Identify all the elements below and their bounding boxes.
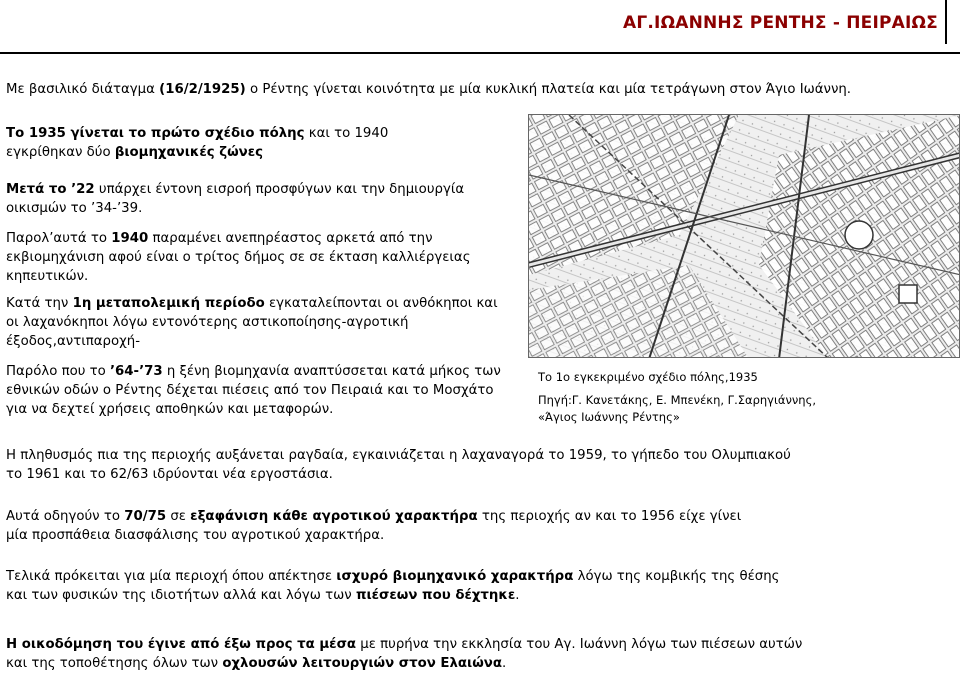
p5-text-2: η ξένη βιομηχανία αναπτύσσεται κατά μήκος των εθνικών οδών ο Ρέντης δέχεται πιέσεις από τον Πειραιά και το Μοσχάτο για να δεχτεί χρήσεις αποθηκών και μεταφορών. [6, 364, 501, 417]
intro-text-1: Με βασιλικό διάταγμα [6, 82, 160, 97]
p7-bold-2: εξαφάνιση κάθε αγροτικού χαρακτήρα [190, 509, 478, 524]
intro-text-2: ο Ρέντης γίνεται κοινότητα με μία κυκλική πλατεία και μία τετράγωνη στον Άγιο Ιωάννη. [245, 82, 852, 97]
p8-bold-2: πιέσεων που δέχτηκε [355, 588, 516, 603]
p3-text-1: Παρολ’αυτά το [6, 231, 112, 246]
p8-text-1: Τελικά πρόκειται για μία περιοχή όπου απέκτησε [6, 569, 337, 584]
figure-source: Πηγή:Γ. Κανετάκης, Ε. Μπενέκη, Γ.Σαρηγιάννης, «Άγιος Ιωάννης Ρέντης» [538, 393, 816, 424]
p1-bold-2: βιομηχανικές ζώνες [114, 145, 263, 160]
paragraph-70-75 [6, 507, 766, 545]
p5-text-1: Παρόλο που το [6, 364, 110, 379]
map-drawing [529, 115, 960, 358]
p9-text-1: με πυρήνα την εκκλησία του Αγ. Ιωάννη λόγω των πιέσεων αυτών και της τοποθέτησης όλων των [6, 637, 803, 671]
paragraph-population [6, 446, 806, 484]
town-plan-map-image [528, 114, 960, 358]
p2-text-1: υπάρχει έντονη εισροή προσφύγων και την δημιουργία οικισμών το ’34-’39. [6, 182, 465, 216]
p8-text-2: λόγω της κομβικής της θέσης και των φυσικών της ιδιοτήτων αλλά και λόγω των [6, 569, 780, 603]
intro-paragraph [6, 80, 946, 99]
p1-bold-1: Το 1935 γίνεται το πρώτο σχέδιο πόλης [6, 126, 305, 141]
p4-text-2: εγκαταλείπονται οι ανθόκηποι και οι λαχανόκηποι λόγω εντονότερης αστικοποίησης-αγροτική έξοδος,αντιπαροχή- [6, 296, 498, 349]
p7-text-2: σε [166, 509, 191, 524]
paragraph-refugees [6, 180, 466, 218]
p4-text-1: Κατά την [6, 296, 73, 311]
paragraph-1935 [6, 124, 406, 162]
intro-date: (16/2/1925) [159, 82, 246, 97]
p8-bold-1: ισχυρό βιομηχανικό χαρακτήρα [336, 569, 574, 584]
header-rule [0, 52, 960, 54]
p3-bold-1: 1940 [111, 231, 149, 246]
page-title: ΑΓ.ΙΩΑΝΝΗΣ ΡΕΝΤΗΣ - ΠΕΙΡΑΙΩΣ [623, 13, 938, 33]
paragraph-industrial [6, 567, 786, 605]
p7-text-3: της περιοχής αν και το 1956 είχε γίνει μία προσπάθεια διασφάλισης του αγροτικού χαρακτήρα. [6, 509, 742, 543]
p2-bold-1: Μετά το ’22 [6, 182, 95, 197]
p8-text-3: . [515, 588, 520, 603]
paragraph-64-73 [6, 362, 506, 419]
paragraph-construction [6, 635, 816, 673]
figure-caption: Το 1ο εγκεκριμένο σχέδιο πόλης,1935 [538, 370, 758, 384]
p3-text-2: παραμένει ανεπηρέαστος αρκετά από την εκβιομηχάνιση αφού είναι ο τρίτος δήμος σε σε έκταση καλλιέργειας κηπευτικών. [6, 231, 471, 284]
p1-text-1: και το 1940 εγκρίθηκαν δύο [6, 126, 389, 160]
vertical-rule-right [945, 0, 947, 44]
p4-bold-1: 1η μεταπολεμική περίοδο [72, 296, 265, 311]
p7-text-1: Αυτά οδηγούν το [6, 509, 125, 524]
p9-bold-2: οχλουσών λειτουργιών στον Ελαιώνα [222, 656, 502, 671]
p9-text-2: . [501, 656, 507, 671]
p5-bold-1: ’64-’73 [110, 364, 163, 379]
p7-bold-1: 70/75 [124, 509, 167, 524]
p9-bold-1: Η οικοδόμηση του έγινε από έξω προς τα μέσα [6, 637, 357, 652]
p6-text-1: Η πληθυσμός πια της περιοχής αυξάνεται ραγδαία, εγκαινιάζεται η λαχαναγορά το 1959, το γήπεδο του Ολυμπιακού το 1961 και το 62/63 ιδρύονται νέα εργοστάσια. [6, 448, 791, 482]
paragraph-postwar [6, 294, 506, 351]
paragraph-1940 [6, 229, 471, 286]
